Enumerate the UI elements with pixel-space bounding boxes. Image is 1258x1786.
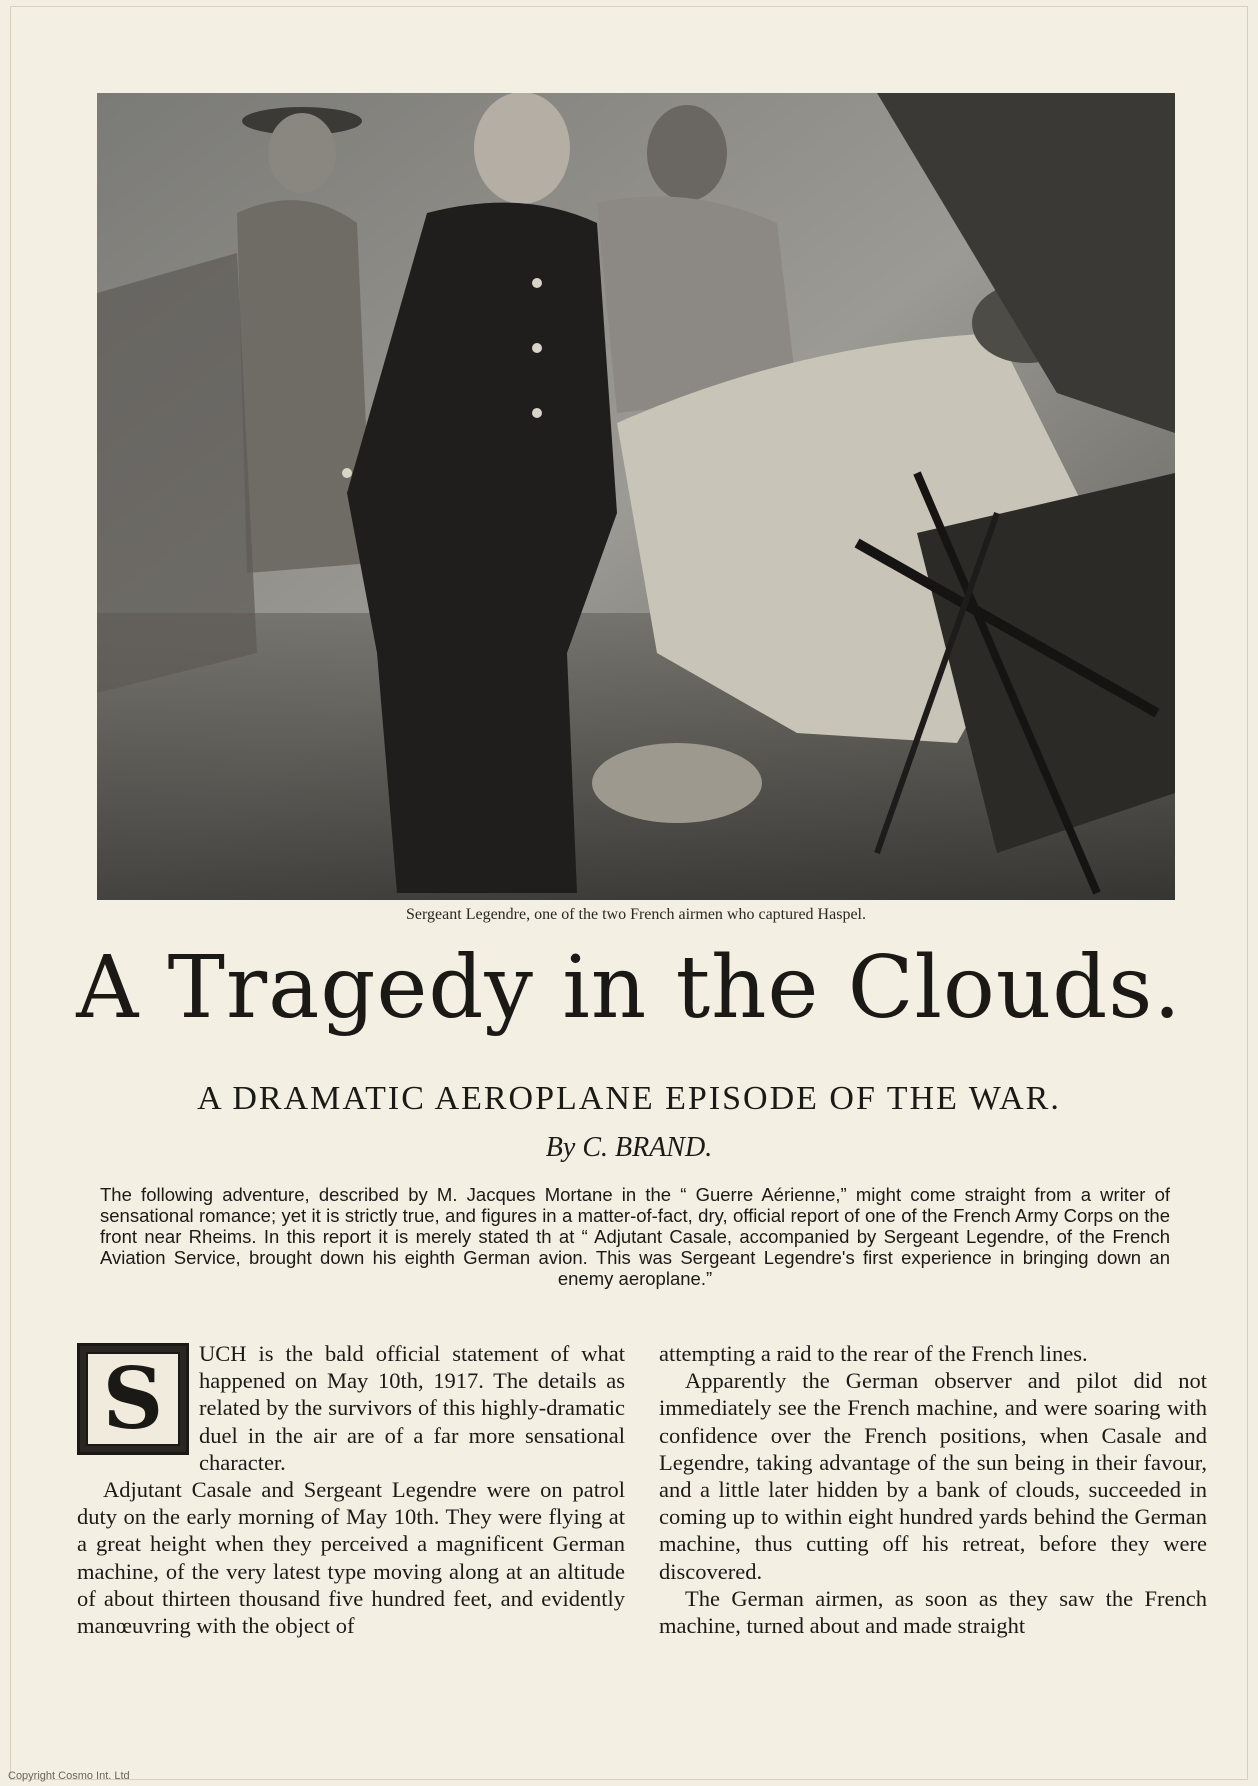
copyright-notice: Copyright Cosmo Int. Ltd xyxy=(8,1770,130,1782)
dropcap-letter: S xyxy=(102,1349,164,1448)
article-subtitle: A DRAMATIC AEROPLANE EPISODE OF THE WAR. xyxy=(197,1080,1061,1117)
left-paragraph-2: Adjutant Casale and Sergeant Legendre were on patrol duty on the early morning of May 10th. They were flying at a great height when they perceived a magnificent German machine, of the very latest type moving along at an altitude of about thirteen thousand five hundred feet, and evidently manœuvring with the object of xyxy=(77,1477,625,1639)
left-paragraph-1: UCH is the bald official statement of what happened on May 10th, 1917. The details as related by the survivors of this highly-dramatic duel in the air are of a far more sensational character. xyxy=(199,1341,625,1475)
article-byline: By C. BRAND. xyxy=(545,1132,713,1163)
right-paragraph-2: Apparently the German observer and pilot did not immediately see the French machine, and were soaring with confidence over the French positions, when Casale and Legendre, taking advantage of the sun being in their favour, and a little later hidden by a bank of clouds, succeeded in coming up to within eight hundred yards behind the German machine, thus cutting off his retreat, before they were discovered. xyxy=(659,1368,1207,1584)
photo-caption: Sergeant Legendre, one of the two French airmen who captured Haspel. xyxy=(406,906,866,923)
article-column-right xyxy=(659,1340,1207,1639)
dropcap-ornament xyxy=(77,1343,189,1455)
article-photo xyxy=(97,93,1175,900)
article-intro: The following adventure, described by M. Jacques Mortane in the “ Guerre Aérienne,” might come straight from a writer of sensational romance; yet it is strictly true, and figures in a matter-of-fact, dry, official report of one of the French Army Corps on the front near Rheims. In this report it is merely stated th at “ Adjutant Casale, accompanied by Sergeant Legendre, of the French Aviation Service, brought down his eighth German avion. This was Sergeant Legendre's first experience in bringing down an enemy aeroplane.” xyxy=(100,1184,1170,1289)
right-paragraph-3: The German airmen, as soon as they saw the French machine, turned about and made straight xyxy=(659,1585,1207,1639)
right-paragraph-1: attempting a raid to the rear of the French lines. xyxy=(659,1341,1088,1366)
article-column-left xyxy=(77,1340,625,1639)
article-title: A Tragedy in the Clouds. xyxy=(76,938,1182,1038)
